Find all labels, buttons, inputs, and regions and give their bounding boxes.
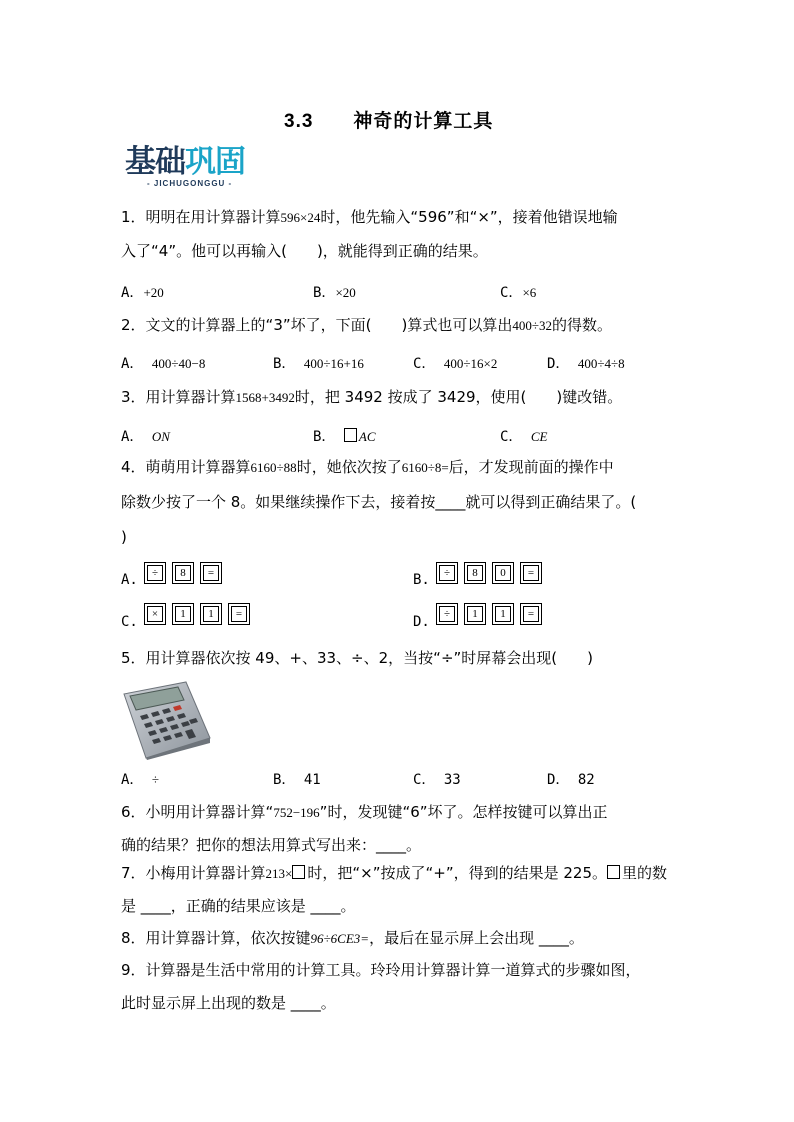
calc-key-label: ÷ xyxy=(147,565,163,581)
calc-key-label: ÷ xyxy=(439,606,455,622)
calc-key xyxy=(172,562,194,584)
question-6: 6．小明用计算器计算“752−196”时，发现键“6”坏了。怎样按键可以算出正 xyxy=(121,803,608,821)
question-1-line2: 入了“4”。他可以再输入( )，就能得到正确的结果。 xyxy=(121,242,488,260)
question-4-line3: ) xyxy=(121,528,127,546)
q4-option-a-keys xyxy=(144,562,222,584)
question-9-line2: 此时显示屏上出现的数是 ____。 xyxy=(121,994,336,1012)
calc-key-label: 8 xyxy=(175,565,191,581)
q2-option-a: A． 400÷40−8 xyxy=(121,356,206,372)
calc-key xyxy=(200,562,222,584)
question-7-line2: 是 ____，正确的结果应该是 ____。 xyxy=(121,897,356,915)
q4-option-c-keys xyxy=(144,603,250,625)
calc-key-label: × xyxy=(147,606,163,622)
calc-key-label: = xyxy=(231,606,247,622)
q3-option-a: A． ON xyxy=(121,429,170,445)
box-symbol xyxy=(607,865,620,879)
q4-option-b-label: B. xyxy=(413,572,430,588)
q1-option-a: A．+20 xyxy=(121,285,164,301)
calc-key xyxy=(228,603,250,625)
calc-key-label: 8 xyxy=(467,565,483,581)
question-9: 9．计算器是生活中常用的计算工具。玲玲用计算器计算一道算式的步骤如图， xyxy=(121,961,641,979)
q4-option-d-label: D. xyxy=(413,614,430,630)
question-4-line2: 除数少按了一个 8。如果继续操作下去，接着按____就可以得到正确结果了。( xyxy=(121,493,637,511)
calc-key xyxy=(464,603,486,625)
calc-key-label: 1 xyxy=(203,606,219,622)
calc-key xyxy=(520,603,542,625)
question-7: 7．小梅用计算器计算213× 时，把“×”按成了“+”，得到的结果是 225。 里的数 xyxy=(121,864,668,882)
q4-option-d-keys xyxy=(436,603,542,625)
q1-option-b: B．×20 xyxy=(313,285,356,301)
calc-key-label: = xyxy=(203,565,219,581)
question-1: 1．明明在用计算器计算596×24时，他先输入“596”和“×”，接着他错误地输 xyxy=(121,208,618,226)
calculator-image xyxy=(120,680,212,760)
calc-key-label: 1 xyxy=(467,606,483,622)
q4-option-b-keys xyxy=(436,562,542,584)
q5-option-c: C． 33 xyxy=(413,772,461,788)
question-5: 5．用计算器依次按 49、+、33、÷、2，当按“÷”时屏幕会出现( ) xyxy=(121,649,593,667)
q2-option-d: D． 400÷4÷8 xyxy=(547,356,625,372)
q1-option-c: C．×6 xyxy=(500,285,537,301)
q5-option-a: A． ÷ xyxy=(121,772,160,788)
calc-key xyxy=(144,603,166,625)
box-symbol xyxy=(292,865,305,879)
question-4: 4．萌萌用计算器算6160÷88时，她依次按了6160÷8=后，才发现前面的操作中 xyxy=(121,458,614,476)
q4-option-c-label: C. xyxy=(121,614,138,630)
q5-option-d: D． 82 xyxy=(547,772,595,788)
page-title: 3.3 神奇的计算工具 xyxy=(284,110,494,132)
calc-key xyxy=(464,562,486,584)
calc-key xyxy=(436,603,458,625)
question-8: 8．用计算器计算，依次按键96÷6CE3=，最后在显示屏上会出现 ____。 xyxy=(121,929,584,947)
question-3: 3．用计算器计算1568+3492时，把 3492 按成了 3429，使用( )键改错。 xyxy=(121,388,623,406)
q5-option-b: B． 41 xyxy=(273,772,321,788)
calc-key xyxy=(436,562,458,584)
section-logo xyxy=(125,145,265,193)
calc-key-label: 1 xyxy=(495,606,511,622)
calc-key xyxy=(172,603,194,625)
logo-subtitle: - JICHUGONGGU - xyxy=(147,179,233,188)
q2-option-c: C． 400÷16×2 xyxy=(413,356,498,372)
q3-option-b: B． AC xyxy=(313,429,376,445)
calc-key xyxy=(520,562,542,584)
box-symbol xyxy=(344,428,357,442)
q4-option-a-label: A. xyxy=(121,572,138,588)
calc-key xyxy=(492,562,514,584)
q3-option-c: C． CE xyxy=(500,429,548,445)
calc-key xyxy=(200,603,222,625)
question-2: 2．文文的计算器上的“3”坏了，下面( )算式也可以算出400÷32的得数。 xyxy=(121,316,612,334)
calc-key-label: = xyxy=(523,606,539,622)
calc-key xyxy=(492,603,514,625)
calc-key-label: = xyxy=(523,565,539,581)
q2-option-b: B． 400÷16+16 xyxy=(273,356,364,372)
calc-key-label: ÷ xyxy=(439,565,455,581)
calc-key xyxy=(144,562,166,584)
logo-text-b: 巩固 xyxy=(185,144,245,180)
question-6-line2: 确的结果？把你的想法用算式写出来：____。 xyxy=(121,836,422,854)
logo-text-a: 基础 xyxy=(125,144,185,180)
calc-key-label: 1 xyxy=(175,606,191,622)
calc-key-label: 0 xyxy=(495,565,511,581)
